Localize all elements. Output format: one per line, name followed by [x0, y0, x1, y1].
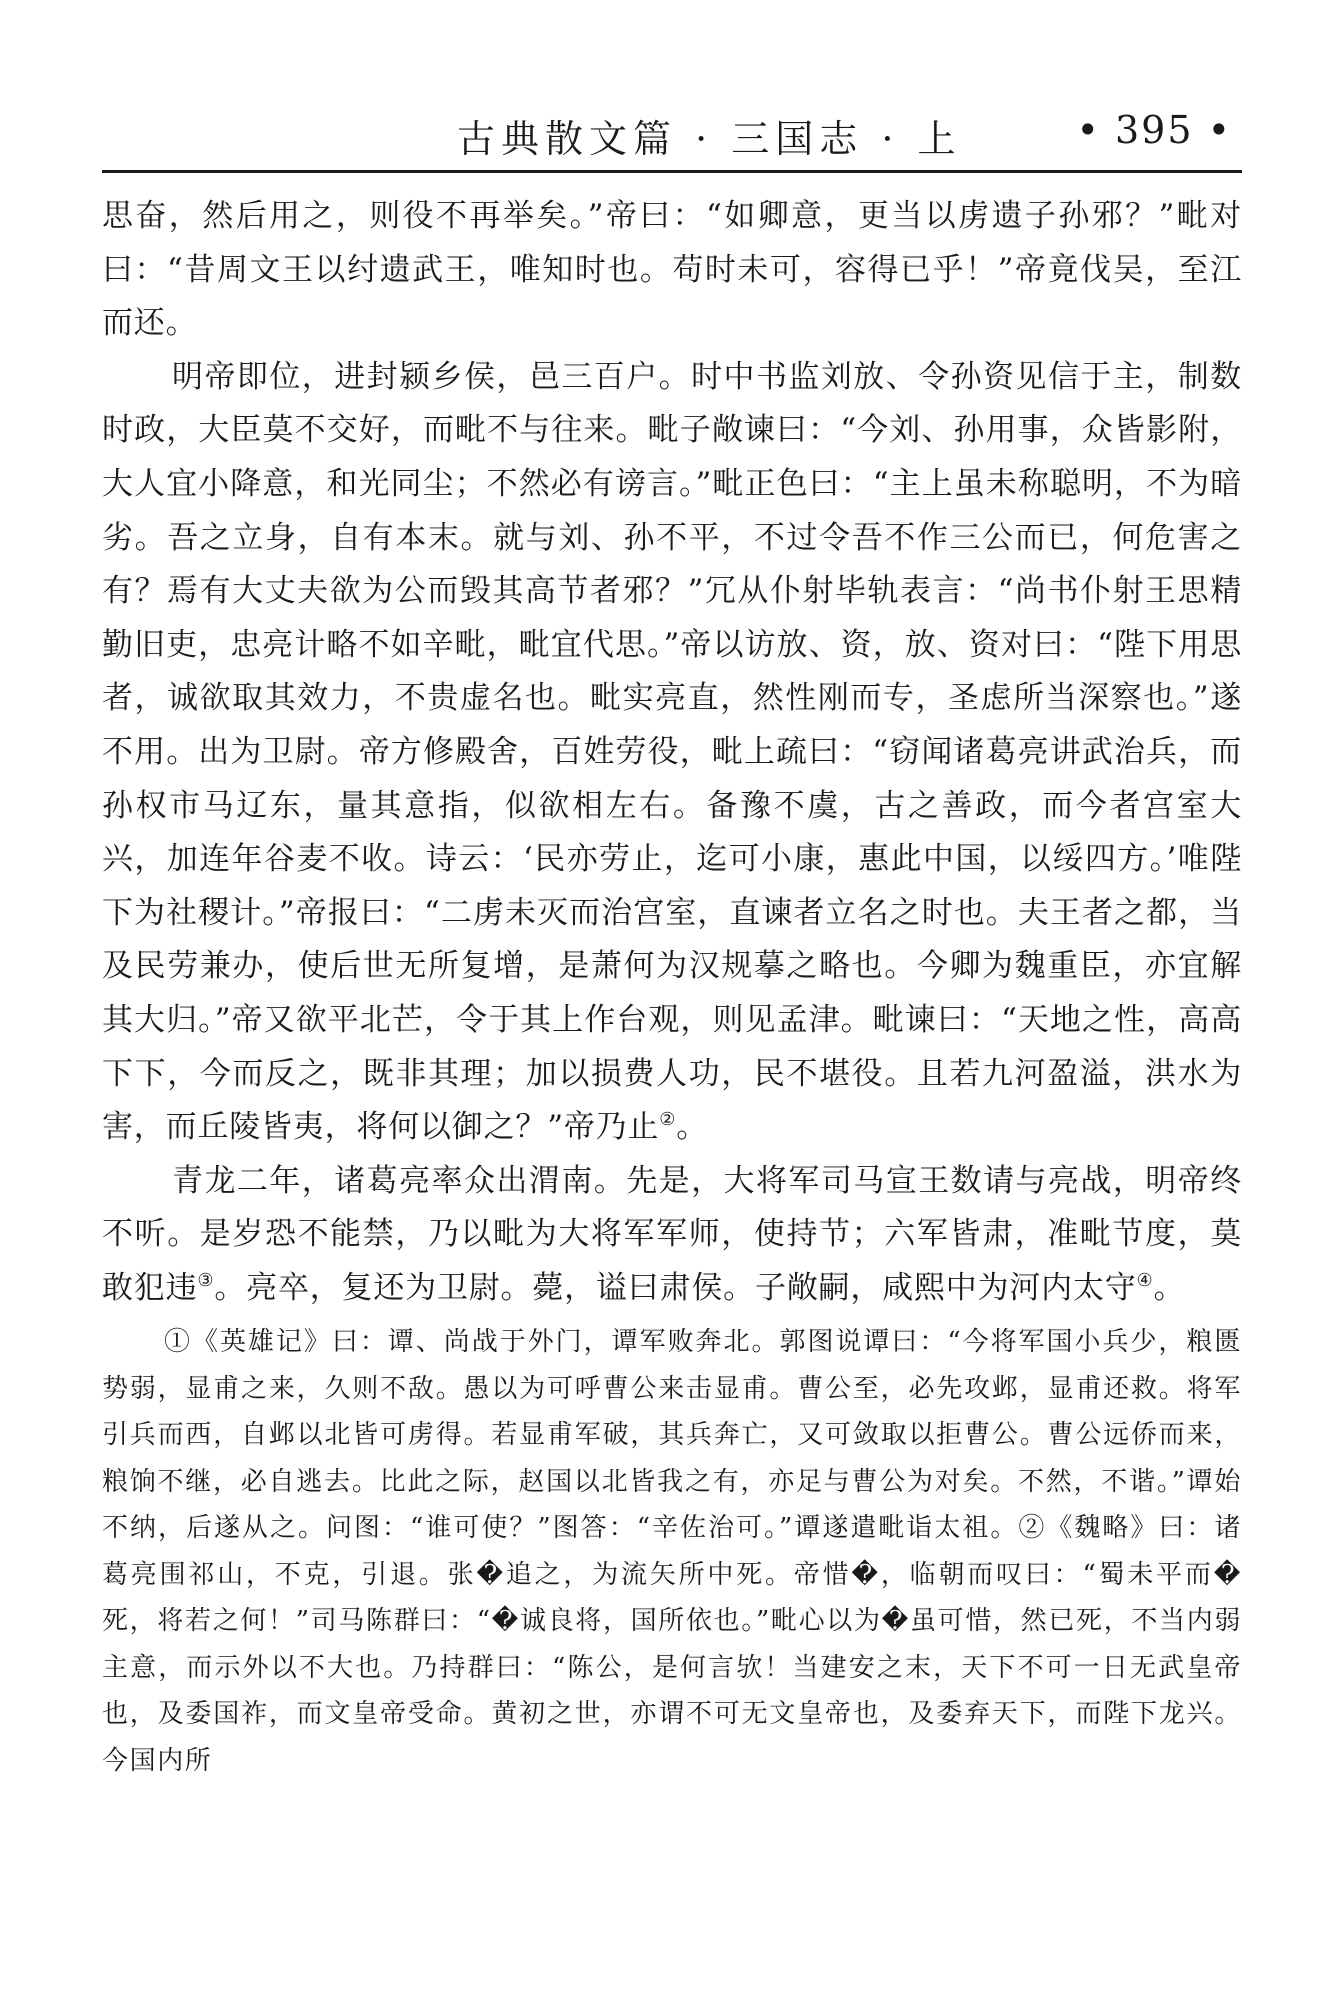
paragraph-tail: 。: [1153, 1269, 1186, 1306]
header-rule: [102, 170, 1242, 173]
note-ref[interactable]: ②: [659, 1109, 677, 1131]
page-number: • 395 •: [1076, 108, 1232, 152]
note-ref[interactable]: ④: [1136, 1269, 1154, 1291]
paragraph-text: 明帝即位，进封颍乡侯，邑三百户。时中书监刘放、令孙资见信于主，制数时政，大臣莫不交好，而毗不与往来。毗子敞谏曰：“今刘、孙用事，众皆影附，大人宜小降意，和光同尘；不然必有谤言。”毗正色曰：“主上虽未称聪明，不为暗劣。吾之立身，自有本末。就与刘、孙不平，不过令吾不作三公而已，何危害之有？焉有大丈夫欲为公而毁其高节者邪？”冗从仆射毕轨表言：“尚书仆射王思精勤旧吏，忠亮计略不如辛毗，毗宜代思。”帝以访放、资，放、资对曰：“陛下用思者，诚欲取其效力，不贵虚名也。毗实亮直，然性刚而专，圣虑所当深察也。”遂不用。出为卫尉。帝方修殿舍，百姓劳役，毗上疏曰：“窃闻诸葛亮讲武治兵，而孙权市马辽东，量其意指，似欲相左右。备豫不虞，古之善政，而今者宫室大兴，加连年谷麦不收。诗云：‘民亦劳止，迄可小康，惠此中国，以绥四方。’唯陛下为社稷计。”帝报曰：“二虏未灭而治宫室，直谏者立名之时也。夫王者之都，当及民劳兼办，使后世无所复增，是萧何为汉规摹之略也。今卿为魏重臣，亦宜解其大归。”帝又欲平北芒，令于其上作台观，则见孟津。毗谏曰：“天地之性，高高下下，今而反之，既非其理；加以损费人功，民不堪役。且若九河盈溢，洪水为害，而丘陵皆夷，将何以御之？”帝乃止: [102, 358, 1242, 1146]
paragraph-text: 。亮卒，复还为卫尉。薨，谥曰肃侯。子敞嗣，咸熙中为河内太守: [214, 1269, 1137, 1306]
note-ref[interactable]: ③: [197, 1269, 215, 1291]
paragraph: [102, 190, 1242, 351]
paragraph-tail: 。: [676, 1109, 708, 1146]
main-text: [102, 190, 1242, 1784]
paragraph: [102, 1155, 1242, 1316]
paragraph-text: 思奋，然后用之，则役不再举矣。”帝曰：“如卿意，更当以虏遗子孙邪？”毗对曰：“昔周文王以纣遗武王，唯知时也。苟时未可，容得已乎！”帝竟伐吴，至江而还。: [102, 198, 1242, 342]
paragraph: [102, 351, 1242, 1155]
footnote-text: ①《英雄记》曰：谭、尚战于外门，谭军败奔北。郭图说谭曰：“今将军国小兵少，粮匮势弱，显甫之来，久则不敌。愚以为可呼曹公来击显甫。曹公至，必先攻邺，显甫还救。将军引兵而西，自邺以北皆可虏得。若显甫军破，其兵奔亡，又可敛取以拒曹公。曹公远侨而来，粮饷不继，必自逃去。比此之际，赵国以北皆我之有，亦足与曹公为对矣。不然，不谐。”谭始不纳，后遂从之。问图：“谁可使？”图答：“辛佐治可。”谭遂遣毗诣太祖。②《魏略》曰：诸葛亮围祁山，不克，引退。张�追之，为流矢所中死。帝惜�，临朝而叹曰：“蜀未平而�死，将若之何！”司马陈群曰：“�诚良将，国所依也。”毗心以为�虽可惜，然已死，不当内弱主意，而示外以不大也。乃持群曰：“陈公，是何言欤！当建安之末，天下不可一日无武皇帝也，及委国祚，而文皇帝受命。黄初之世，亦谓不可无文皇帝也，及委弃天下，而陛下龙兴。今国内所: [102, 1327, 1242, 1776]
running-header: [102, 100, 1242, 170]
footnotes: [102, 1319, 1242, 1784]
paragraph-text: 青龙二年，诸葛亮率众出渭南。先是，大将军司马宣王数请与亮战，明帝终不听。是岁恐不能禁，乃以毗为大将军军师，使持节；六军皆肃，准毗节度，莫敢犯违: [102, 1162, 1242, 1306]
header-title: 古典散文篇 · 三国志 · 上: [457, 117, 962, 161]
